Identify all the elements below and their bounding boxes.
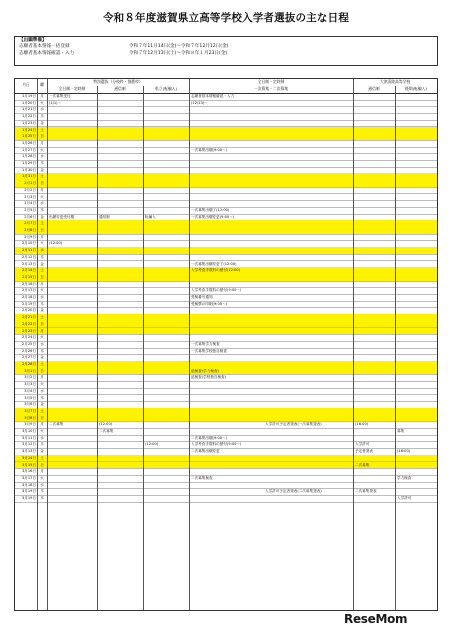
row-event: (12/13)～ xyxy=(191,100,208,105)
row-date: 3月1日 xyxy=(24,368,36,373)
prep-item xyxy=(19,51,433,57)
row-weekday: 火 xyxy=(40,241,44,246)
header-date: 月日 xyxy=(22,82,30,87)
row-weekday: 木 xyxy=(40,207,44,212)
row-date: 2月26日 xyxy=(21,348,36,353)
row-event: 学力検査 xyxy=(397,475,412,480)
prep-item-name: 志願者基本情報確認・入力 xyxy=(19,50,75,56)
row-date: 3月17日 xyxy=(21,475,36,480)
row-weekday: 日 xyxy=(40,181,44,186)
row-weekday: 土 xyxy=(40,362,44,366)
row-event: (12:00) xyxy=(49,241,63,246)
row-weekday: 月 xyxy=(40,375,44,380)
row-event: 追検査(学校独自検査) xyxy=(191,375,227,380)
column-divider xyxy=(97,86,98,610)
row-date: 2月5日 xyxy=(24,207,36,212)
row-event: 出願変更受付期 xyxy=(49,214,75,219)
row-weekday: 水 xyxy=(40,341,44,346)
row-event: 二次募集発表 xyxy=(355,489,377,494)
row-event: 二次募集出願(9:00～) xyxy=(191,435,228,440)
row-weekday: 月 xyxy=(40,469,44,474)
row-weekday: 水 xyxy=(40,107,44,112)
row-event: 入学許可 xyxy=(355,442,370,447)
row-weekday: 土 xyxy=(40,455,44,460)
row-event: (16:00) xyxy=(355,422,369,427)
row-weekday: 火 xyxy=(40,100,44,105)
row-weekday: 月 xyxy=(40,234,44,239)
row-date: 2月8日 xyxy=(24,228,36,232)
header-special-sub: 全日制・定時制 xyxy=(58,86,86,91)
row-event: 一次募集出願変更(9:00～) xyxy=(191,214,235,219)
row-weekday: 月 xyxy=(40,422,44,427)
header-univ-sub: 通信制 xyxy=(368,86,380,91)
row-date: 3月13日 xyxy=(21,449,36,454)
header-univ-sub: 後期(転編入) xyxy=(405,86,427,91)
row-event: (1/1)～ xyxy=(49,100,62,105)
row-weekday: 日 xyxy=(40,462,44,467)
row-date: 2月15日 xyxy=(21,274,36,279)
header-general: 全日制・定時制 xyxy=(257,79,285,84)
row-weekday: 木 xyxy=(40,348,44,353)
row-weekday: 木 xyxy=(40,254,44,259)
row-date: 2月10日 xyxy=(21,241,36,246)
row-event: 二次募集出願変更 xyxy=(191,449,220,454)
row-event: 追検査(学力検査) xyxy=(191,368,219,373)
row-weekday: 日 xyxy=(40,321,44,326)
row-event: 志願者基本情報確認・入力 xyxy=(191,94,235,98)
row-event: 入学許可予定者発表(一次募集発表) xyxy=(265,422,322,427)
resemom-logo: ReseMom xyxy=(344,612,408,626)
row-event: (12:00) xyxy=(145,442,159,447)
row-event: 入学許可予定者発表(二次募集発表) xyxy=(265,489,322,494)
row-weekday: 水 xyxy=(40,201,44,206)
row-date: 3月16日 xyxy=(21,469,36,474)
row-date: 2月20日 xyxy=(21,308,36,313)
header-special: 特別選抜（分校枠・推薦枠） xyxy=(93,79,143,84)
row-date: 2月13日 xyxy=(21,261,36,266)
row-date: 1月24日 xyxy=(21,127,36,132)
row-weekday: 木 xyxy=(40,114,44,119)
row-weekday: 水 xyxy=(40,295,44,299)
row-weekday: 土 xyxy=(40,221,44,226)
row-date: 3月3日 xyxy=(24,382,36,387)
header-weekday: 曜 xyxy=(40,82,44,87)
row-date: 2月28日 xyxy=(21,362,36,366)
column-divider xyxy=(189,79,190,610)
row-date: 3月2日 xyxy=(24,375,36,380)
row-date: 3月9日 xyxy=(24,422,36,427)
row-date: 2月22日 xyxy=(21,321,36,326)
row-event: 二次募集検査 xyxy=(191,475,213,480)
prep-item-period: 令和７年11月14日(金)～令和７年12月12日(金) xyxy=(129,44,229,50)
row-weekday: 木 xyxy=(40,161,44,165)
row-weekday: 土 xyxy=(40,408,44,413)
row-weekday: 金 xyxy=(40,355,44,360)
row-date: 3月19日 xyxy=(21,496,36,500)
row-weekday: 金 xyxy=(40,402,44,407)
row-weekday: 日 xyxy=(40,228,44,232)
row-date: 2月24日 xyxy=(21,335,36,340)
row-weekday: 木 xyxy=(40,442,44,447)
row-date: 2月21日 xyxy=(21,315,36,320)
row-date: 2月2日 xyxy=(24,187,36,192)
row-weekday: 月 xyxy=(40,140,44,145)
prep-item-period: 令和７年12月13日(土)～令和８年１月23日(金) xyxy=(129,50,228,56)
row-event: 一次募集受付 xyxy=(49,94,71,98)
row-event: 通信制 xyxy=(99,214,110,219)
row-weekday: 土 xyxy=(40,127,44,132)
row-event: 一次募集学校独自検査 xyxy=(191,348,227,353)
column-divider xyxy=(37,79,38,610)
row-date: 3月14日 xyxy=(21,455,36,460)
row-date: 2月16日 xyxy=(21,281,36,286)
row-event: 予定者発表 xyxy=(355,449,373,454)
row-date: 2月17日 xyxy=(21,288,36,293)
row-weekday: 月 xyxy=(40,94,44,98)
column-divider xyxy=(47,79,48,610)
row-event: 一次募集出願(9:00～) xyxy=(191,147,228,152)
row-date: 1月21日 xyxy=(21,107,36,112)
row-event: 転編入 xyxy=(145,214,156,219)
row-date: 1月30日 xyxy=(21,167,36,172)
row-weekday: 月 xyxy=(40,187,44,192)
row-weekday: 水 xyxy=(40,248,44,253)
row-date: 3月5日 xyxy=(24,395,36,400)
row-event: 入学考査手数料の納付(12:00) xyxy=(191,268,241,273)
row-date: 3月6日 xyxy=(24,402,36,407)
row-weekday: 木 xyxy=(40,496,44,500)
row-event: (12:00) xyxy=(99,422,113,427)
row-date: 2月19日 xyxy=(21,301,36,306)
row-date: 2月25日 xyxy=(21,341,36,346)
row-date: 1月31日 xyxy=(21,174,36,179)
table-header xyxy=(15,79,437,94)
row-weekday: 金 xyxy=(40,308,44,313)
row-weekday: 火 xyxy=(40,475,44,480)
row-date: 1月26日 xyxy=(21,140,36,145)
row-weekday: 水 xyxy=(40,482,44,487)
row-weekday: 日 xyxy=(40,134,44,139)
row-date: 1月22日 xyxy=(21,114,36,119)
row-event: 一次募集学力検査 xyxy=(191,341,220,346)
row-date: 2月14日 xyxy=(21,268,36,273)
column-divider xyxy=(395,86,396,610)
row-date: 1月20日 xyxy=(21,100,36,105)
row-event: (16:00) xyxy=(397,449,411,454)
row-weekday: 日 xyxy=(40,368,44,373)
row-event: 一次募集出願了(12:00) xyxy=(191,207,230,212)
application-prep-box xyxy=(14,36,438,66)
row-event: 入学考査手数料の納付(9:00～) xyxy=(191,442,242,447)
row-event: 二次募集 xyxy=(99,429,114,433)
row-date: 2月4日 xyxy=(24,201,36,206)
row-weekday: 火 xyxy=(40,382,44,387)
header-univ: 大津清陵高等学校 xyxy=(379,79,411,84)
row-weekday: 火 xyxy=(40,335,44,340)
row-weekday: 金 xyxy=(40,167,44,172)
row-weekday: 木 xyxy=(40,489,44,494)
row-weekday: 土 xyxy=(40,315,44,320)
row-weekday: 日 xyxy=(40,274,44,279)
row-date: 3月8日 xyxy=(24,415,36,420)
row-weekday: 土 xyxy=(40,174,44,179)
row-weekday: 土 xyxy=(40,268,44,273)
row-date: 2月1日 xyxy=(24,181,36,186)
row-date: 2月7日 xyxy=(24,221,36,226)
prep-item-name: 志願者基本情報一括登録 xyxy=(19,44,70,50)
column-divider xyxy=(143,86,144,610)
row-date: 1月25日 xyxy=(21,134,36,139)
row-date: 3月7日 xyxy=(24,408,36,413)
row-weekday: 火 xyxy=(40,288,44,293)
row-date: 3月4日 xyxy=(24,388,36,393)
row-date: 3月11日 xyxy=(21,435,36,440)
row-date: 2月3日 xyxy=(24,194,36,199)
row-date: 2月11日 xyxy=(21,248,36,253)
row-date: 1月28日 xyxy=(21,154,36,159)
row-weekday: 月 xyxy=(40,281,44,286)
row-event: 一次募集出願変更了(12:00) xyxy=(191,261,237,266)
row-event: 入学考査手数料の納付(9:00～) xyxy=(191,288,242,293)
row-weekday: 水 xyxy=(40,154,44,159)
header-special-sub: 私立(転編入) xyxy=(155,86,177,91)
row-weekday: 金 xyxy=(40,120,44,125)
header-special-sub: 通信制 xyxy=(114,86,126,91)
row-weekday: 月 xyxy=(40,328,44,333)
row-date: 2月18日 xyxy=(21,295,36,299)
row-date: 1月23日 xyxy=(21,120,36,125)
row-event: 受検票の印刷(9:00～) xyxy=(191,301,228,306)
row-event: 受検番号通知 xyxy=(191,295,213,299)
row-weekday: 日 xyxy=(40,415,44,420)
row-date: 3月15日 xyxy=(21,462,36,467)
schedule-table xyxy=(14,78,438,611)
row-date: 3月18日 xyxy=(21,482,36,487)
row-weekday: 水 xyxy=(40,388,44,393)
row-event: 入学許可 xyxy=(397,496,412,500)
row-date: 1月27日 xyxy=(21,147,36,152)
row-weekday: 火 xyxy=(40,429,44,433)
row-weekday: 金 xyxy=(40,214,44,219)
row-event: 二次募集 xyxy=(49,422,64,427)
row-date: 2月27日 xyxy=(21,355,36,360)
column-divider xyxy=(353,79,354,610)
row-weekday: 火 xyxy=(40,147,44,152)
row-weekday: 金 xyxy=(40,261,44,266)
prep-label: 【出願準備】 xyxy=(19,38,47,43)
row-date: 2月12日 xyxy=(21,254,36,259)
table-row xyxy=(15,495,437,503)
row-date: 1月19日 xyxy=(21,94,36,98)
row-date: 2月23日 xyxy=(21,328,36,333)
page-title: 令和８年度滋賀県立高等学校入学者選抜の主な日程 xyxy=(102,12,350,24)
row-event: 二次募集 xyxy=(355,462,370,467)
row-weekday: 木 xyxy=(40,301,44,306)
row-date: 2月9日 xyxy=(24,234,36,239)
row-date: 3月12日 xyxy=(21,442,36,447)
row-date: 3月19日 xyxy=(21,489,36,494)
row-event: 募集 xyxy=(397,429,405,433)
row-date: 2月6日 xyxy=(24,214,36,219)
row-weekday: 金 xyxy=(40,449,44,454)
row-weekday: 火 xyxy=(40,194,44,199)
header-general-sub: 一次募集・二次募集 xyxy=(253,86,289,91)
row-weekday: 水 xyxy=(40,435,44,440)
row-date: 3月10日 xyxy=(21,429,36,433)
row-weekday: 木 xyxy=(40,395,44,400)
row-date: 1月29日 xyxy=(21,161,36,165)
